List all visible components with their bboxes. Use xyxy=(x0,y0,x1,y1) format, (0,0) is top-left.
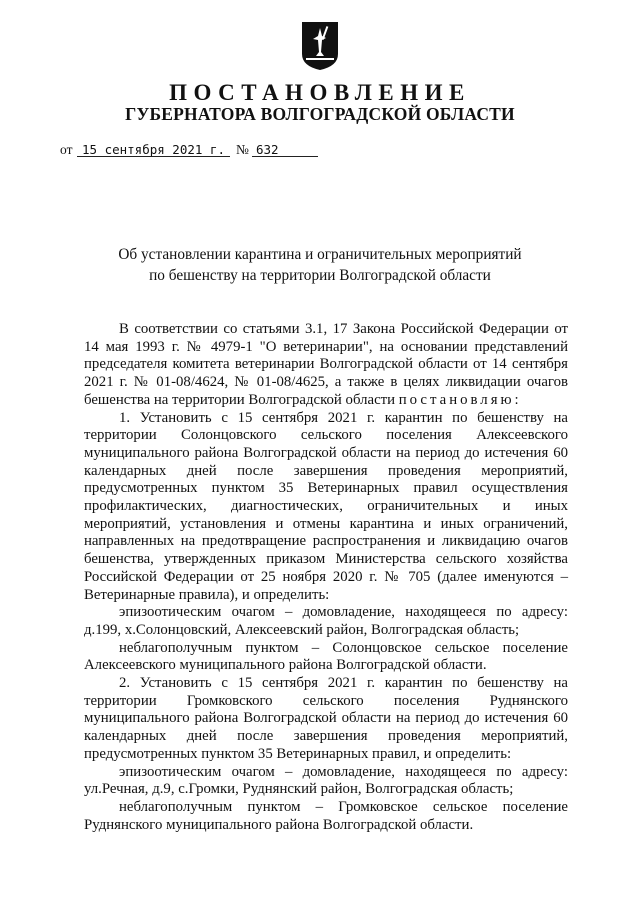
date-underline xyxy=(77,156,230,157)
intro-paragraph xyxy=(84,321,568,410)
document-subject xyxy=(90,244,550,286)
subject-line-2: по бешенству на территории Волгоградской области xyxy=(149,267,491,284)
item-1-focus-paragraph: эпизоотическим очагом – домовладение, находящееся по адресу: д.199, х.Солонцовский, Алексеевский район, Волгоградская область; xyxy=(84,604,568,638)
document-title: ПОСТАНОВЛЕНИЕ xyxy=(169,80,471,105)
subject-line-1: Об установлении карантина и ограничительных мероприятий xyxy=(118,246,522,263)
item-2-focus-paragraph: эпизоотическим очагом – домовладение, находящееся по адресу: ул.Речная, д.9, с.Громки, Руднянский район, Волгоградская область; xyxy=(84,763,568,798)
document-issuer: ГУБЕРНАТОРА ВОЛГОГРАДСКОЙ ОБЛАСТИ xyxy=(125,104,515,124)
intro-text: В соответствии со статьями 3.1, 17 Закона Российской Федерации от 14 мая 1993 г. № 4979-1 "О ветеринарии", на основании представлений председателя комитета ветеринарии Волгоградской области от 14 сентября 2021 г. № 01-08/4624, № 01-08/4625, а также в целях ликвидации очагов бешенства на территории Волгоградской области xyxy=(84,321,568,408)
number-underline xyxy=(252,156,318,157)
decree-word: постановляю: xyxy=(398,391,522,408)
date-value-text: 15 сентября 2021 г. xyxy=(82,142,225,157)
number-prefix: № xyxy=(236,142,249,157)
item-1-zone-paragraph: неблагополучным пунктом – Солонцовское сельское поселение Алексеевского муниципального района Волгоградской области. xyxy=(84,639,568,674)
date-prefix: от xyxy=(60,142,73,157)
number-value-text: 632 xyxy=(256,142,279,157)
item-2-zone-paragraph: неблагополучным пунктом – Громковское сельское поселение Руднянского муниципального района Волгоградской области. xyxy=(84,798,568,833)
item-2-paragraph: 2. Установить с 15 сентября 2021 г. карантин по бешенству на территории Громковского сельского поселения Руднянского муниципального района Волгоградской области на период до истечения 60 календарных дней после завершения проведения мероприятий, предусмотренных пунктом 35 Ветеринарных правил, и определить: xyxy=(84,675,568,762)
document-body xyxy=(84,321,568,834)
coat-of-arms-emblem xyxy=(300,20,340,72)
item-1-paragraph: 1. Установить с 15 сентября 2021 г. карантин по бешенству на территории Солонцовского сельского поселения Алексеевского муниципального района Волгоградской области на период до истечения 60 календарных дней после завершения проведения мероприятий, предусмотренных пунктом 35 Ветеринарных правил осуществления профилактических, диагностических, ограничительных и иных мероприятий, установления и отмены карантина и иных ограничений, направленных на предотвращение распространения и ликвидацию очагов бешенства, утвержденных приказом Министерства сельского хозяйства Российской Федерации от 25 ноября 2020 г. № 705 (далее именуются – Ветеринарные правила), и определить: xyxy=(84,409,568,603)
